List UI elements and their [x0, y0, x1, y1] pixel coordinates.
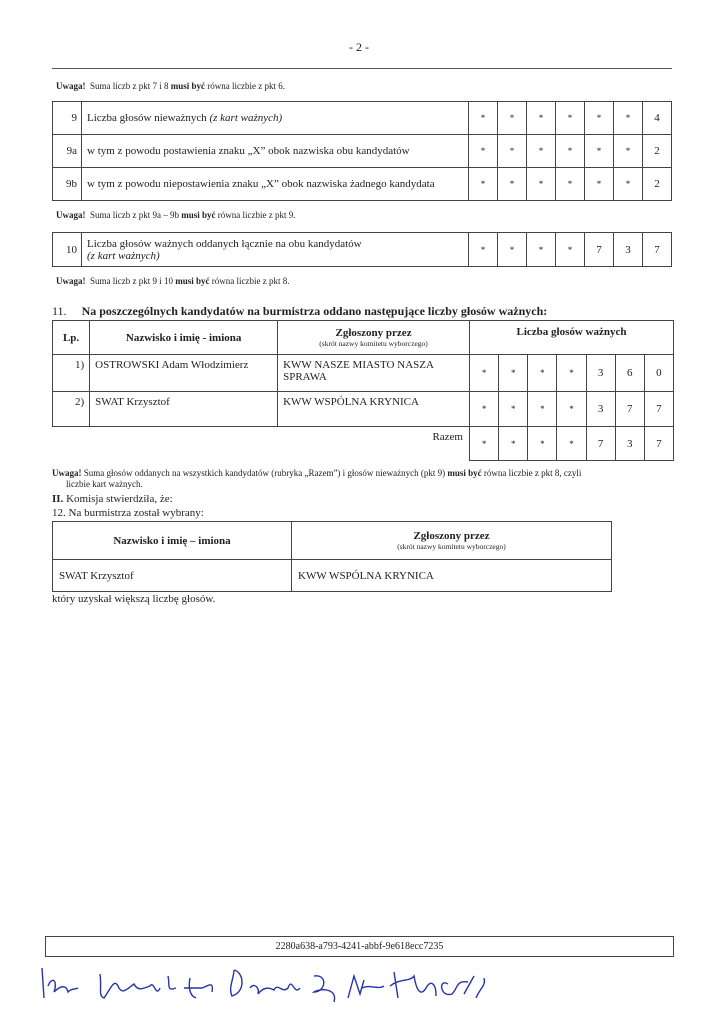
digit-cell: 2: [643, 135, 672, 168]
digit-cell: *: [469, 135, 498, 168]
note-1: [56, 81, 285, 91]
digit-cell: *: [614, 102, 643, 135]
note-prefix: Uwaga!: [56, 81, 86, 91]
note-text: równa liczbie z pkt 6.: [205, 81, 285, 91]
digit-cell: *: [470, 392, 499, 427]
table-pkt-10: [52, 232, 672, 267]
note-2: [56, 210, 295, 220]
row-number: 10: [53, 233, 82, 267]
row-label: Liczba głosów ważnych oddanych łącznie na obu kandydatów (z kart ważnych): [82, 233, 469, 267]
table-header-row: [53, 321, 674, 355]
digit-cell: 3: [615, 427, 644, 461]
digit-cell: *: [557, 392, 586, 427]
digit-cell: 6: [615, 355, 644, 392]
candidates-table: [52, 320, 674, 461]
digit-cell: 7: [644, 427, 673, 461]
digit-cell: *: [498, 135, 527, 168]
digit-cell: *: [585, 102, 614, 135]
row-number: 9: [53, 102, 82, 135]
digit-cell: *: [614, 168, 643, 201]
digit-cell: *: [585, 168, 614, 201]
digit-cell: *: [557, 355, 586, 392]
winner-name: SWAT Krzysztof: [53, 560, 292, 592]
digit-cell: 2: [643, 168, 672, 201]
table-row: [53, 355, 674, 392]
col-votes-header: Liczba głosów ważnych: [470, 321, 674, 355]
col-lp-header: Lp.: [53, 321, 90, 355]
signatures: [38, 958, 678, 1013]
digit-cell: 7: [643, 233, 672, 267]
digit-cell: *: [470, 427, 499, 461]
page-number: - 2 -: [349, 40, 369, 54]
digit-cell: 7: [615, 392, 644, 427]
candidate-name: SWAT Krzysztof: [90, 392, 278, 427]
digit-cell: *: [498, 168, 527, 201]
digit-cell: 7: [644, 392, 673, 427]
note-strong: musi być: [175, 276, 210, 286]
digit-cell: *: [469, 102, 498, 135]
note-text: Suma liczb z pkt 9 i 10: [90, 276, 176, 286]
header-rule: [52, 68, 672, 69]
digit-cell: *: [528, 392, 557, 427]
table-row: [53, 392, 674, 427]
digit-cell: *: [528, 427, 557, 461]
winner-footer: który uzyskał większą liczbę głosów.: [52, 593, 216, 605]
digit-cell: *: [585, 135, 614, 168]
note-text: równa liczbie z pkt 8.: [209, 276, 290, 286]
candidate-lp: 2): [53, 392, 90, 427]
digit-cell: *: [614, 135, 643, 168]
digit-cell: *: [499, 392, 528, 427]
note-strong: musi być: [170, 81, 206, 91]
candidate-committee: KWW WSPÓLNA KRYNICA: [278, 392, 470, 427]
digit-cell: *: [527, 168, 556, 201]
digit-cell: *: [528, 355, 557, 392]
note-text: równa liczbie z pkt 8, czyli: [481, 468, 582, 478]
section-text: Komisja stwierdziła, że:: [63, 493, 173, 505]
row-label: Liczba głosów nieważnych (z kart ważnych): [82, 102, 469, 135]
digit-cell: *: [470, 355, 499, 392]
digit-cell: 3: [586, 355, 615, 392]
col-name-header: Nazwisko i imię – imiona: [53, 522, 292, 560]
digit-cell: *: [557, 427, 586, 461]
table-header-row: [53, 522, 612, 560]
section-12-heading: 12. Na burmistrza został wybrany:: [52, 507, 204, 519]
note-prefix: Uwaga!: [56, 210, 86, 220]
digit-cell: 4: [643, 102, 672, 135]
total-label: Razem: [432, 431, 463, 443]
note-text: Suma liczb z pkt 7 i 8: [90, 81, 171, 91]
note-text: liczbie kart ważnych.: [66, 479, 143, 489]
digit-cell: *: [527, 135, 556, 168]
digit-cell: 7: [586, 427, 615, 461]
table-pkt-9: [52, 101, 672, 201]
section-number: 11.: [52, 304, 67, 318]
row-number: 9a: [53, 135, 82, 168]
digit-cell: *: [499, 355, 528, 392]
note-3: [56, 276, 290, 286]
digit-cell: *: [556, 233, 585, 267]
col-name-header: Nazwisko i imię - imiona: [90, 321, 278, 355]
row-label: w tym z powodu postawienia znaku „X” obok nazwiska obu kandydatów: [82, 135, 469, 168]
col-committee-header: Zgłoszony przez (skrót nazwy komitetu wyborczego): [292, 522, 612, 560]
table-row: [53, 560, 612, 592]
table-row: [53, 135, 672, 168]
winner-committee: KWW WSPÓLNA KRYNICA: [292, 560, 612, 592]
digit-cell: *: [556, 135, 585, 168]
section-11-heading: [52, 304, 547, 319]
section-roman: II.: [52, 493, 64, 505]
digit-cell: *: [498, 233, 527, 267]
winner-table: [52, 521, 612, 592]
digit-cell: *: [469, 233, 498, 267]
section-II: [52, 493, 173, 505]
note-strong: musi być: [447, 468, 482, 478]
digit-cell: *: [556, 168, 585, 201]
note-prefix: Uwaga!: [52, 468, 82, 478]
digit-cell: 7: [585, 233, 614, 267]
col-committee-header: Zgłoszony przez (skrót nazwy komitetu wyborczego): [278, 321, 470, 355]
candidate-lp: 1): [53, 355, 90, 392]
digit-cell: 0: [644, 355, 673, 392]
document-hash: 2280a638-a793-4241-abbf-9e618ecc7235: [45, 936, 674, 957]
row-label: w tym z powodu niepostawienia znaku „X” obok nazwiska żadnego kandydata: [82, 168, 469, 201]
note-text: Suma głosów oddanych na wszystkich kandydatów (rubryka „Razem”) i głosów nieważnych (pkt 9): [83, 468, 448, 478]
table-row: [53, 102, 672, 135]
digit-cell: *: [498, 102, 527, 135]
note-4: [52, 468, 672, 490]
candidate-committee: KWW NASZE MIASTO NASZA SPRAWA: [278, 355, 470, 392]
signature-scribbles: [38, 958, 678, 1013]
digit-cell: *: [556, 102, 585, 135]
digit-cell: *: [527, 102, 556, 135]
note-text: równa liczbie z pkt 9.: [215, 210, 296, 220]
digit-cell: *: [469, 168, 498, 201]
table-row-total: [53, 427, 674, 461]
digit-cell: *: [527, 233, 556, 267]
candidate-name: OSTROWSKI Adam Włodzimierz: [90, 355, 278, 392]
digit-cell: 3: [614, 233, 643, 267]
table-row: [53, 168, 672, 201]
table-row: [53, 233, 672, 267]
digit-cell: 3: [586, 392, 615, 427]
note-prefix: Uwaga!: [56, 276, 86, 286]
note-strong: musi być: [181, 210, 216, 220]
note-text: Suma liczb z pkt 9a – 9b: [90, 210, 182, 220]
row-number: 9b: [53, 168, 82, 201]
section-title: Na poszczególnych kandydatów na burmistrza oddano następujące liczby głosów ważnych:: [81, 304, 548, 318]
digit-cell: *: [499, 427, 528, 461]
